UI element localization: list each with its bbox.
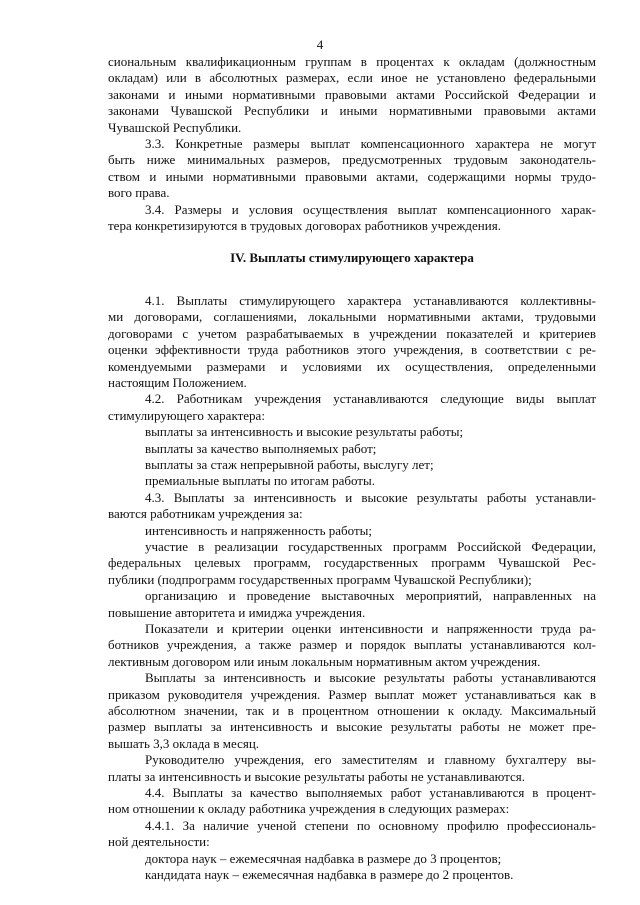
text-line: 4.2. Работникам учреждения устанавливаются следующие виды выплат (145, 391, 596, 407)
text-line: размер выплаты за интенсивность и высокие результаты работы не может пре- (108, 719, 596, 735)
text-line: 3.4. Размеры и условия осуществления выплат компенсационного харак- (145, 201, 596, 217)
section3-continued-paragraph (108, 54, 596, 136)
text-line: абсолютном значении, так и в процентном отношении к окладу. Максимальный (108, 703, 596, 719)
paragraph-head (108, 752, 596, 785)
text-line: Показатели и критерии оценки интенсивности и напряженности труда ра- (145, 621, 596, 636)
list-item: премиальные выплаты по итогам работы. (145, 473, 375, 489)
list-item: выплаты за качество выполняемых работ; (145, 440, 377, 456)
text-line: быть ниже минимальных размеров, предусмотренных трудовым законодатель- (108, 152, 596, 168)
page-number: 4 (316, 37, 324, 52)
text-line: Выплаты за интенсивность и высокие результаты работы устанавливаются (145, 670, 596, 686)
text-line: стимулирующего характера: (108, 407, 265, 423)
list-item: выплаты за интенсивность и высокие результаты работы; (145, 424, 464, 440)
paragraph-4-4-1 (108, 818, 596, 884)
text-line: ботников учреждения, а также размер и порядок выплаты устанавливаются кол- (108, 637, 596, 653)
text-line: вого права. (108, 185, 170, 201)
list-item: выплаты за стаж непрерывной работы, выслугу лет; (145, 456, 434, 472)
section-heading: IV. Выплаты стимулирующего характера (230, 250, 474, 266)
text-line: Чувашской Республики. (108, 119, 242, 135)
text-line: приказом руководителя учреждения. Размер выплат может устанавливаться как в (108, 686, 596, 702)
paragraph-order (108, 670, 596, 752)
list-item: организацию и проведение выставочных мероприятий, направленных на (145, 588, 596, 604)
paragraph-3-4 (108, 202, 596, 235)
text-line: 3.3. Конкретные размеры выплат компенсационного характера не могут (145, 136, 596, 152)
text-line: Руководителю учреждения, его заместителям и главному бухгалтеру вы- (145, 752, 596, 768)
list-item: интенсивность и напряженность работы; (145, 522, 372, 538)
text-line: ваются работникам учреждения за: (108, 506, 303, 522)
text-line: ном отношении к окладу работника учреждения в следующих размерах: (108, 801, 510, 817)
text-line: 4.4.1. За наличие ученой степени по основному профилю профессиональ- (145, 817, 596, 833)
paragraph-4-1 (108, 293, 596, 391)
text-line: вышать 3,3 оклада в месяц. (108, 735, 260, 751)
text-line: комендуемыми размерами и условиями их осуществления, определенными (108, 358, 596, 374)
text-line: оценки эффективности труда работников этого учреждения, в соответствии с ре- (108, 342, 596, 358)
text-line: настоящим Положением. (108, 374, 247, 390)
list-item: участие в реализации государственных программ Российской Федерации, (145, 538, 596, 554)
paragraph-3-3 (108, 136, 596, 202)
text-line: окладам) или в абсолютных размерах, если иное не установлено федеральными (108, 70, 596, 86)
text-line: ством и иными нормативными правовыми актами, содержащими нормы трудо- (108, 168, 596, 184)
text-line: публики (подпрограмм государственных программ Чувашской Республики); (108, 571, 532, 587)
text-line: сиональным квалификационным группам в процентах к окладам (должностным (108, 54, 596, 69)
text-line: договорами с учетом разрабатываемых в учреждении показателей и критериев (108, 325, 596, 341)
paragraph-indicators (108, 621, 596, 670)
text-line: ной деятельности: (108, 834, 210, 850)
text-line: 4.3. Выплаты за интенсивность и высокие результаты работы устанавли- (145, 489, 596, 505)
text-line: тера конкретизируются в трудовых договорах работников учреждения. (108, 218, 501, 234)
paragraph-4-2 (108, 391, 596, 489)
text-line: повышение авторитета и имиджа учреждения. (108, 604, 366, 620)
text-line: ми договорами, соглашениями, локальными нормативными актами, трудовыми (108, 309, 596, 325)
text-line: платы за интенсивность и высокие результаты работы не устанавливаются. (108, 768, 526, 784)
text-line: 4.4. Выплаты за качество выполняемых работ устанавливаются в процент- (145, 785, 596, 801)
list-item: доктора наук – ежемесячная надбавка в размере до 3 процентов; (145, 850, 502, 866)
text-line: лективным договором или иным локальным нормативным актом учреждения. (108, 653, 541, 669)
text-line: 4.1. Выплаты стимулирующего характера устанавливаются коллективны- (145, 292, 596, 308)
text-line: федеральных целевых программ, государственных программ Чувашской Рес- (108, 555, 596, 571)
text-line: законами Чувашской Республики и иными нормативными правовыми актами (108, 103, 596, 119)
document-body (108, 54, 596, 884)
paragraph-4-3 (108, 490, 596, 621)
paragraph-4-4 (108, 785, 596, 818)
list-item: кандидата наук – ежемесячная надбавка в размере до 2 процентов. (145, 867, 514, 883)
text-line: законами и иными нормативными правовыми актами Российской Федерации и (108, 86, 596, 102)
